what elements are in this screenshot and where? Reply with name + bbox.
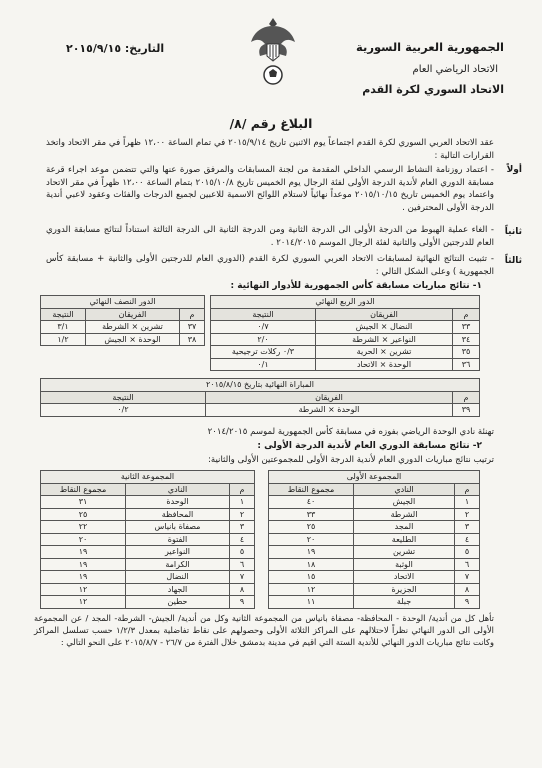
col-header: النتيجة [211, 308, 316, 321]
semi-final-table [40, 295, 205, 346]
col-header: النتيجة [41, 308, 86, 321]
federation-name: الاتحاد السوري لكرة القدم [362, 83, 504, 96]
col-header: الفريقان [206, 391, 453, 404]
group-one-title: المجموعة الأولى [269, 471, 480, 484]
section-cup-heading: ١- نتائج مباريات مسابقة كأس الجمهورية للأدوار النهائية : [230, 281, 482, 291]
table-row: ٧ الاتحاد ١٥ [269, 571, 480, 584]
letterhead [356, 40, 504, 96]
group-two-table [40, 470, 255, 609]
col-header: م [455, 483, 480, 496]
quarter-final-table [210, 295, 480, 371]
final-match-title: المباراة النهائية بتاريخ ٢٠١٥/٨/١٥ [41, 379, 480, 392]
table-row: ٢ الشرطة ٣٣ [269, 508, 480, 521]
col-header: م [230, 483, 255, 496]
section-league-heading: ٢- نتائج مسابقة الدوري العام لأندية الدرجة الأولى : [257, 441, 482, 451]
bulletin-title: البلاغ رقم /٨/ [229, 116, 313, 131]
eagle-emblem-icon [248, 14, 298, 88]
col-header: م [453, 308, 480, 321]
table-row: ٣ المجد ٢٥ [269, 521, 480, 534]
col-header: مجموع النقاط [41, 483, 126, 496]
group-two-title: المجموعة الثانية [41, 471, 255, 484]
col-header: النادي [354, 483, 455, 496]
table-row: ٩ جبلة ١١ [269, 596, 480, 609]
group-one-table [268, 470, 480, 609]
final-match-table [40, 378, 480, 417]
table-row: ٣٥ تشرين × الحرية ٠/٣ ركلات ترجيحية [211, 346, 480, 359]
semi-final-title: الدور النصف النهائي [41, 296, 205, 309]
table-row: ٥ النواعير ١٩ [41, 546, 255, 559]
item-number-2: ثانياً [504, 227, 522, 237]
qualification-note: تأهل كل من أندية/ الوحدة - المحافظة- مصفاة بانياس من المجموعة الثانية وكل من أندية/ الجيش- الشرطة- المجد / عن المجموعة الأولى الى الدور النهائي نظراً لاحتلالهم على المراكز الثلاثة الأولى وحصولهم على نقاط تفاضلية بمعدل ١/٢/٣ حسب تسلسل المراكز وكانت نتائج مباريات الدور النهائي للأندية الستة التي اقيم في مدينة بدمشق خلال الفترة من ٢٦/٧ - ٢٠١٥/٨/٧ على النحو التالي : [34, 613, 494, 648]
item-number-1: أولاً [506, 165, 522, 175]
table-row: ٥ تشرين ١٩ [269, 546, 480, 559]
section-league-subheading: ترتيب نتائج مباريات الدوري العام لأندية الدرجة الأولى للمجموعتين الأولى والثانية: [207, 455, 494, 465]
table-row: ١ الجيش ٤٠ [269, 496, 480, 509]
item-number-3: ثالثاً [504, 256, 522, 266]
table-row: ٣٣ النضال × الجيش ٠/٧ [211, 321, 480, 334]
table-row: ٦ الكرامة ١٩ [41, 558, 255, 571]
table-row: ٨ الجهاد ١٢ [41, 583, 255, 596]
col-header: النتيجة [41, 391, 206, 404]
col-header: الفريقان [316, 308, 453, 321]
table-row: ٨ الجزيرة ١٢ [269, 583, 480, 596]
col-header: م [453, 391, 480, 404]
table-row: ٣٦ الوحدة × الاتحاد ٠/١ [211, 358, 480, 371]
col-header: الفريقان [86, 308, 180, 321]
col-header: م [180, 308, 205, 321]
table-row: ٤ الفتوة ٢٠ [41, 533, 255, 546]
item-text-3: - تثبيت النتائج النهائية لمسابقات الاتحاد العربي السوري لكرة القدم (الدوري العام للدرجتين الأولى والثانية + مسابقة كأس الجمهورية ) وعلى الشكل التالي : [46, 254, 494, 277]
table-row: ٧ النضال ١٩ [41, 571, 255, 584]
item-text-2: - الغاء عملية الهبوط من الدرجة الأولى الى الدرجة الثانية ومن الدرجة الثانية الى الدرجة الثالثة استناداً لنتائج مسابقة الدوري العام للدرجتين الأولى والثانية لفئة الرجال الموسم ٢٠١٤/٢٠١٥ . [46, 225, 494, 248]
table-row: ٦ الوثبة ١٨ [269, 558, 480, 571]
table-row: ٤ الطليعة ٢٠ [269, 533, 480, 546]
intro-paragraph: عقد الاتحاد العربي السوري لكرة القدم اجتماعاً يوم الاثنين تاريخ ٢٠١٥/٩/١٤ في تمام الساعة ١٢،٠٠ ظهراً في مقر الاتحاد واتخذ القرارات التالية : [46, 138, 494, 161]
union-name: الاتحاد الرياضي العام [412, 64, 498, 75]
table-row: ٣ مصفاة بانياس ٢٢ [41, 521, 255, 534]
table-row: ٣٩ الوحدة × الشرطة ٠/٢ [41, 404, 480, 417]
table-row: ٣٨ الوحدة × الجيش ١/٢ [41, 333, 205, 346]
col-header: النادي [126, 483, 230, 496]
congrats-line: تهنئة نادي الوحدة الرياضي بفوزه في مسابقة كأس الجمهورية لموسم ٢٠١٤/٢٠١٥ [207, 427, 494, 437]
table-row: ٢ المحافظة ٢٥ [41, 508, 255, 521]
item-text-1: - اعتماد روزنامة النشاط الرسمي الداخلي المقدمة من لجنة المسابقات والمرفق صورة عنها والتي تتضمن موعد اجراء قرعة مسابقة الدوري العام لأندية الدرجة الأولى لفئة الرجال يوم الخميس تاريخ ٢٠١٥/١٠/٨ بتمام الساعة ١٢،٠٠ ظهراً في مقر الاتحاد واعتماد يوم الخميس تاريخ ٢٠١٥/١٠/١٥ موعداً نهائياً لاستلام اللوائح الاسمية للاعبين لجميع الدرجات والفئات وعقود لاعبي أندية الدرجة الأولى المحترفين . [46, 165, 494, 213]
quarter-final-title: الدور الربع النهائي [211, 296, 480, 309]
table-row: ٩ حطين ١٢ [41, 596, 255, 609]
table-row: ١ الوحدة ٣١ [41, 496, 255, 509]
col-header: مجموع النقاط [269, 483, 354, 496]
country-name: الجمهورية العربية السورية [356, 40, 504, 54]
table-row: ٣٧ تشرين × الشرطة ٣/١ [41, 321, 205, 334]
document-date: التاريخ: ٢٠١٥/٩/١٥ [66, 42, 165, 55]
table-row: ٣٤ النواعير × الشرطة ٢/٠ [211, 333, 480, 346]
